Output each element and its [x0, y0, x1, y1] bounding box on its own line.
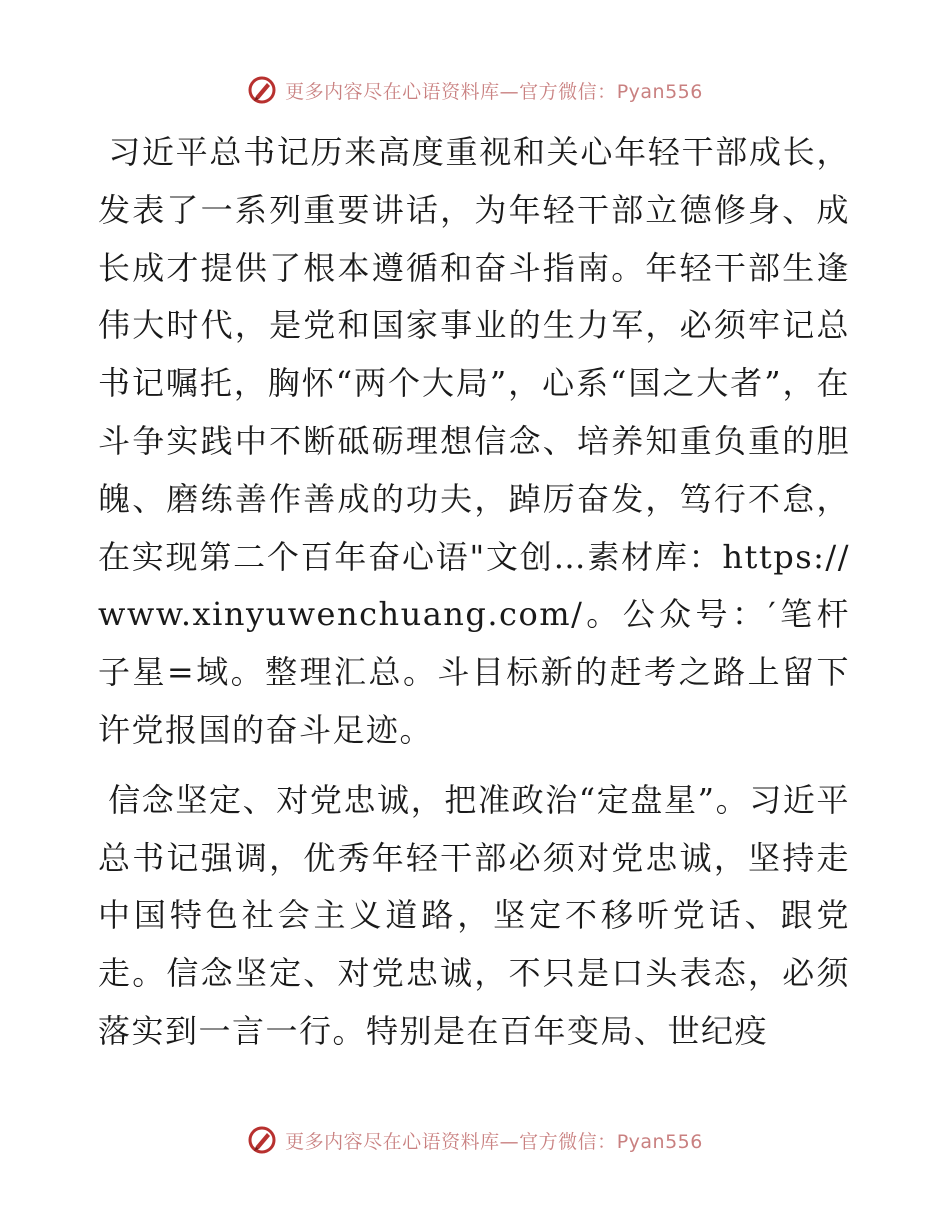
header-wechat-label: 官方微信：	[519, 80, 617, 103]
paragraph-1	[98, 124, 850, 760]
footer-banner	[0, 1120, 950, 1160]
paragraph-2-text: 信念坚定、对党忠诚，把准政治“定盘星”。习近平总书记强调，优秀年轻干部必须对党忠诚，坚持走中国特色社会主义道路，坚定不移听党话、跟党走。信念坚定、对党忠诚，不只是口头表态，必须落实到一言一行。特别是在百年变局、世纪疫	[98, 780, 850, 1050]
pen-in-circle-logo-icon	[247, 1125, 277, 1155]
pen-in-circle-logo-icon	[247, 75, 277, 105]
footer-banner-text	[285, 1127, 703, 1154]
header-banner-separator: —	[499, 80, 520, 103]
header-banner	[0, 70, 950, 110]
footer-banner-title: 更多内容尽在心语资料库	[285, 1130, 500, 1153]
header-wechat-id: Pyan556	[616, 80, 703, 103]
header-banner-title: 更多内容尽在心语资料库	[285, 80, 500, 103]
footer-banner-separator: —	[499, 1130, 520, 1153]
footer-wechat-id: Pyan556	[616, 1130, 703, 1153]
document-body	[98, 124, 850, 1073]
paragraph-1-text: 习近平总书记历来高度重视和关心年轻干部成长，发表了一系列重要讲话，为年轻干部立德修身、成长成才提供了根本遵循和奋斗指南。年轻干部生逢伟大时代，是党和国家事业的生力军，必须牢记总书记嘱托，胸怀“两个大局”，心系“国之大者”，在斗争实践中不断砥砺理想信念、培养知重负重的胆魄、磨练善作善成的功夫，踔厉奋发，笃行不怠，在实现第二个百年奋心语"文创…素材库：https://www.xinyuwenchuang.com/。公众号：′笔杆子星=域。整理汇总。斗目标新的赶考之路上留下许党报国的奋斗足迹。	[98, 133, 850, 749]
header-banner-text	[285, 77, 703, 104]
footer-wechat-label: 官方微信：	[519, 1130, 617, 1153]
paragraph-2	[98, 772, 850, 1061]
